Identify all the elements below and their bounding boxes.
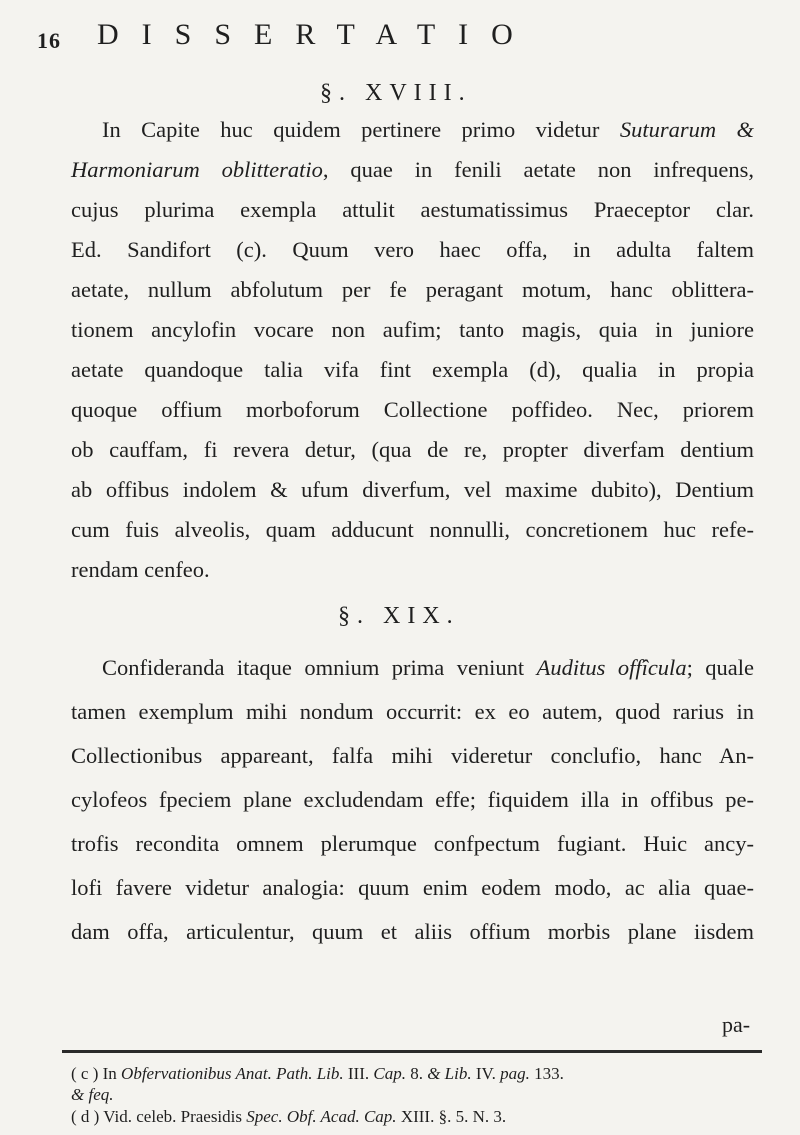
text-line: Collectionibus appareant, falfa mihi videretur conclufio, hanc An- bbox=[71, 743, 754, 768]
footnote-c: ( c ) In Obfervationibus Anat. Path. Lib. III. Cap. 8. & Lib. IV. pag. 133. bbox=[71, 1064, 564, 1083]
page-number: 16 bbox=[37, 28, 61, 53]
text-line: trofis recondita omnem plerumque confpectum fugiant. Huic ancy- bbox=[71, 831, 754, 856]
text-line: tionem ancylofin vocare non aufim; tanto magis, quia in juniore bbox=[71, 317, 754, 342]
text-line: In Capite huc quidem pertinere primo videtur Suturarum & bbox=[102, 117, 754, 142]
text-line: Confideranda itaque omnium prima veniunt Auditus offîcula; quale bbox=[102, 655, 754, 680]
text-line: rendam cenfeo. bbox=[71, 557, 210, 582]
text-line: cum fuis alveolis, quam adducunt nonnulli, concretionem huc refe- bbox=[71, 517, 754, 542]
text-line: cujus plurima exempla attulit aestumatissimus Praeceptor clar. bbox=[71, 197, 754, 222]
text-line: Harmoniarum oblitteratio, quae in fenili aetate non infrequens, bbox=[71, 157, 754, 182]
text-line: aetate, nullum abfolutum per fe peragant motum, hanc oblittera- bbox=[71, 277, 754, 302]
text-line: ab offibus indolem & ufum diverfum, vel maxime dubito), Dentium bbox=[71, 477, 754, 502]
footnote-d: ( d ) Vid. celeb. Praesidis Spec. Obf. Acad. Cap. XIII. §. 5. N. 3. bbox=[71, 1107, 507, 1126]
text-line: lofi favere videtur analogia: quum enim eodem modo, ac alia quae- bbox=[71, 875, 754, 900]
footnote-c-continued: & feq. bbox=[71, 1085, 114, 1104]
running-head: DISSERTATIO bbox=[97, 18, 536, 51]
footnote-rule bbox=[62, 1050, 762, 1053]
text-line: cylofeos fpeciem plane excludendam effe; fiquidem illa in offibus pe- bbox=[71, 787, 754, 812]
text-line: aetate quandoque talia vifa fint exempla (d), qualia in propia bbox=[71, 357, 754, 382]
text-line: dam offa, articulentur, quum et aliis offium morbis plane iisdem bbox=[71, 919, 754, 944]
section-heading-18: §. XVIII. bbox=[320, 80, 472, 106]
text-line: quoque offium morboforum Collectione poffideo. Nec, priorem bbox=[71, 397, 754, 422]
section-heading-19: §. XIX. bbox=[338, 603, 460, 629]
text-line: tamen exemplum mihi nondum occurrit: ex eo autem, quod rarius in bbox=[71, 699, 754, 724]
catchword: pa- bbox=[722, 1012, 751, 1037]
text-line: ob cauffam, fi revera detur, (qua de re, propter diverfam dentium bbox=[71, 437, 754, 462]
text-line: Ed. Sandifort (c). Quum vero haec offa, in adulta faltem bbox=[71, 237, 754, 262]
